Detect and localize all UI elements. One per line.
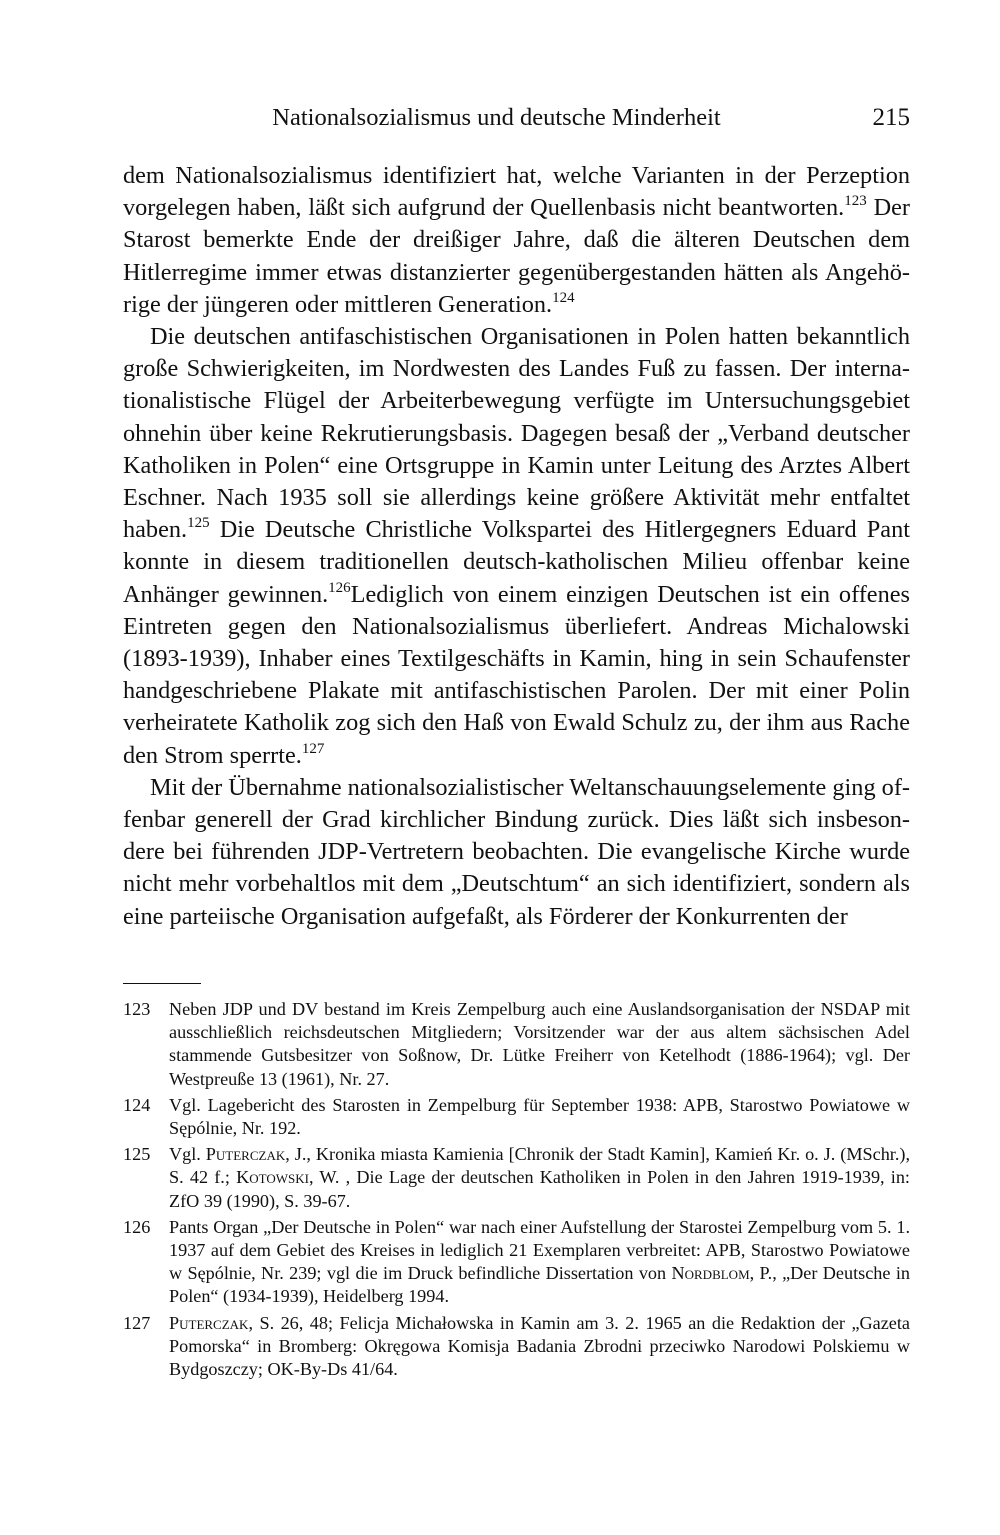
footnote-text: [169, 1312, 910, 1382]
footnotes: [123, 998, 910, 1384]
text-run: , S. 26, 48; Felicja Michałowska in Kamin am 3. 2. 1965 an die Redaktion der „Gazeta Pomorska“ in Bromberg: Okręgowa Komisja Badania Zbrodni przeciwko Narodowi Polskiemu w Bydgoszczy; OK-By-Ds 41/64.: [169, 1312, 910, 1380]
running-head-title: Nationalsozialismus und deutsche Minderheit: [272, 104, 721, 131]
footnote-reference: 125: [187, 515, 210, 532]
text-run: Die Deutsche Christliche Volkspartei des Hitlergegners Eduard Pant konnte in diesem traditionellen deutsch-katholischen Milieu offenbar keine Anhänger gewinnen.: [123, 516, 910, 608]
body-text: [123, 160, 910, 933]
author-name: Puterczak: [169, 1312, 249, 1333]
text-run: Vgl.: [169, 1144, 206, 1165]
text-run: , P., „Der Deutsche in Polen“ (1934-1939), Heidelberg 1994.: [169, 1263, 910, 1307]
paragraph: [123, 772, 910, 933]
footnote-reference: 124: [552, 289, 575, 306]
footnote-number: 123: [123, 999, 151, 1019]
paragraph: [123, 321, 910, 772]
footnote-number: 127: [123, 1312, 151, 1333]
footnote-number: 124: [123, 1094, 151, 1115]
footnote-separator: [123, 983, 201, 984]
footnote-text: [169, 1094, 910, 1140]
text-run: Mit der Übernahme nationalsozialistischer Weltanschauungselemente ging offenbar generell der Grad kirchlicher Bindung zurück. Dies läßt sich insbesondere bei führenden JDP-Vertretern beobachten. Die evangelische Kirche wurde nicht mehr vorbehaltlos mit dem „Deutschtum“ an sich identifiziert, sondern als eine parteiische Organisation aufgefaßt, als Förderer der Konkurrenten der: [123, 773, 911, 930]
paragraph: [123, 160, 910, 321]
footnote: [123, 998, 910, 1091]
running-head: [123, 104, 910, 140]
footnote-reference: 127: [301, 740, 325, 757]
text-run: Neben JDP und DV bestand im Kreis Zempelburg auch eine Auslandsorganisation der NSDAP mit ausschließlich reichsdeutschen Mitgliedern; Vorsitzender war der aus altem sächsischen Adel stammende Gutsbesitzer von Soßnow, Dr. Lütke Freiherr von Ketelhodt (1886-1964); vgl. Der Westpreuße 13 (1961), Nr. 27.: [169, 999, 910, 1089]
author-name: Puterczak: [205, 1144, 286, 1165]
footnote-text: [169, 998, 910, 1091]
page-number: 215: [872, 104, 910, 131]
footnote: [123, 1143, 910, 1213]
footnote: [123, 1216, 910, 1309]
text-run: Die deutschen antifaschistischen Organisationen in Polen hatten bekanntlich große Schwierigkeiten, im Nordwesten des Landes Fuß zu fassen. Der internationalistische Flügel der Arbeiterbewegung verfügte im Untersuchungsgebiet ohnehin über keine Rekrutierungsbasis. Dagegen besaß der „Verband deutscher Katholiken in Polen“ eine Ortsgruppe in Kamin unter Leitung des Arztes Albert Eschner. Nach 1935 soll sie allerdings keine größere Aktivität mehr entfaltet haben.: [123, 323, 910, 544]
text-run: dem Nationalsozialismus identifiziert hat, welche Varianten in der Perzeption vorgelegen haben, läßt sich aufgrund der Quellenbasis nicht beantworten.: [123, 162, 910, 222]
text-run: , W. , Die Lage der deutschen Katholiken in Polen in den Jahren 1919-1939, in: ZfO 39 (1990), S. 39-67.: [169, 1167, 910, 1211]
text-run: Der Starost bemerkte Ende der dreißiger Jahre, daß die älteren Deutschen dem Hitlerregime immer etwas distanzierter gegenübergestanden hätten als Angehörige der jüngeren oder mittleren Generation.: [123, 194, 911, 318]
text-run: , J., Kronika miasta Kamienia [Chronik der Stadt Kamin], Kamień Kr. o. J. (MSchr.), S. 42 f.;: [169, 1144, 910, 1188]
footnote: [123, 1094, 910, 1140]
text-run: Vgl. Lagebericht des Starosten in Zempelburg für September 1938: APB, Starostwo Powiatowe w Sępólnie, Nr. 192.: [169, 1094, 910, 1139]
text-run: Lediglich von einem einzigen Deutschen ist ein offenes Eintreten gegen den Nationalsozialismus überliefert. Andreas Michalowski (1893-1939), Inhaber eines Textilgeschäfts in Kamin, hing in sein Schaufenster handgeschriebene Plakate mit antifaschistischen Parolen. Der mit einer Polin verheiratete Katholik zog sich den Haß von Ewald Schulz zu, der ihm aus Rache den Strom sperrte.: [123, 580, 910, 769]
author-name: Nordblom: [671, 1263, 750, 1284]
footnote-reference: 123: [844, 193, 867, 210]
footnote-number: 125: [123, 1144, 151, 1165]
author-name: Kotowski: [236, 1167, 309, 1188]
text-run: Pants Organ „Der Deutsche in Polen“ war nach einer Aufstellung der Starostei Zempelburg vom 5. 1. 1937 auf dem Gebiet des Kreises in lediglich 21 Exemplaren verbreitet: APB, Starostwo Powiatowe w Sępólnie, Nr. 239; vgl die im Druck befindliche Dissertation von: [169, 1216, 910, 1284]
footnote-text: [169, 1143, 910, 1213]
footnote-number: 126: [123, 1216, 151, 1237]
footnote: [123, 1312, 910, 1382]
footnote-text: [169, 1216, 910, 1309]
footnote-reference: 126: [328, 579, 351, 596]
